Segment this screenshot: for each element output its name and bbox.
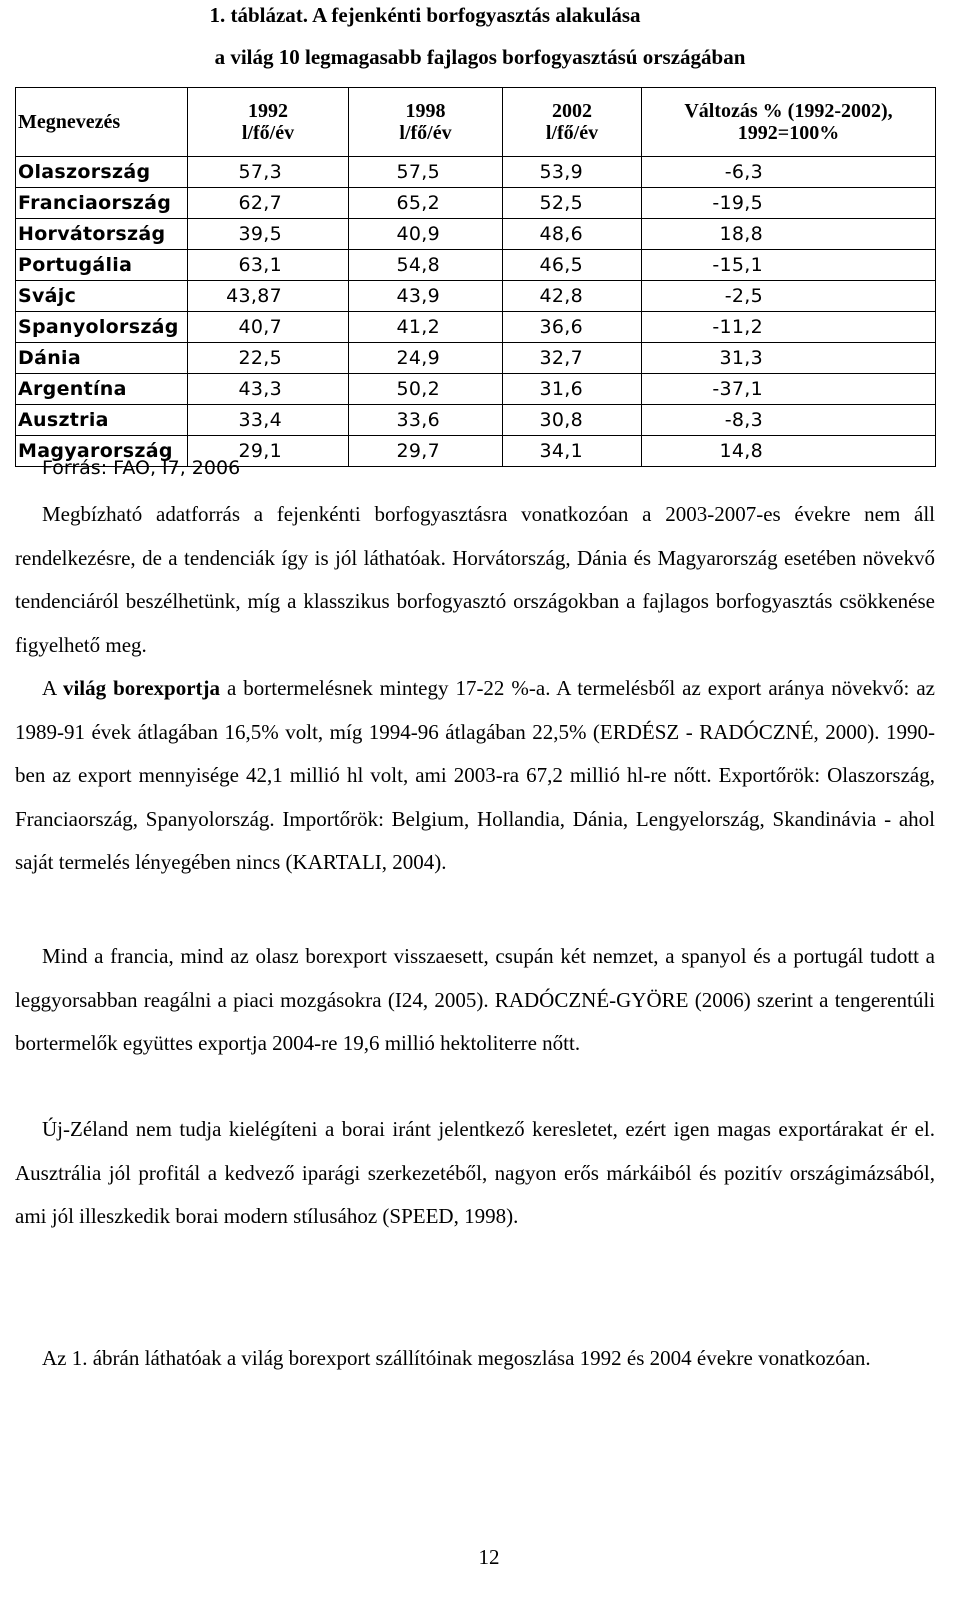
country-cell: Ausztria [16, 405, 188, 436]
country-cell: Olaszország [16, 157, 188, 188]
paragraph-block-3 [15, 1108, 935, 1239]
country-cell: Svájc [16, 281, 188, 312]
value-1998-cell: 33,6 [349, 405, 503, 436]
value-1992-cell: 57,3 [188, 157, 349, 188]
change-cell: -11,2 [642, 312, 936, 343]
country-cell: Horvátország [16, 219, 188, 250]
table-row [16, 219, 936, 250]
table-row [16, 281, 936, 312]
table-row [16, 157, 936, 188]
table-caption-line-2: a világ 10 legmagasabb fajlagos borfogyasztású országában [214, 45, 746, 69]
value-1998-cell: 54,8 [349, 250, 503, 281]
change-cell: 14,8 [642, 436, 936, 467]
value-2002-cell: 34,1 [503, 436, 642, 467]
value-1998-cell: 24,9 [349, 343, 503, 374]
value-1992-cell: 40,7 [188, 312, 349, 343]
value-1992-cell: 33,4 [188, 405, 349, 436]
value-1998-cell: 65,2 [349, 188, 503, 219]
value-1992-cell: 62,7 [188, 188, 349, 219]
value-1998-cell: 50,2 [349, 374, 503, 405]
change-cell: -15,1 [642, 250, 936, 281]
value-1992-cell: 43,87 [188, 281, 349, 312]
value-2002-cell: 53,9 [503, 157, 642, 188]
paragraph-block-4 [15, 1337, 935, 1381]
value-2002-cell: 36,6 [503, 312, 642, 343]
value-2002-cell: 42,8 [503, 281, 642, 312]
header-name: Megnevezés [16, 88, 188, 157]
value-1998-cell: 41,2 [349, 312, 503, 343]
header-1998: 1998 l/fő/év [349, 88, 503, 157]
header-2002: 2002 l/fő/év [503, 88, 642, 157]
country-cell: Argentína [16, 374, 188, 405]
value-1998-cell: 40,9 [349, 219, 503, 250]
table-row [16, 312, 936, 343]
table-row [16, 250, 936, 281]
bold-term-world-export: világ borexportja [62, 676, 221, 700]
value-2002-cell: 52,5 [503, 188, 642, 219]
value-2002-cell: 46,5 [503, 250, 642, 281]
value-1992-cell: 29,1 [188, 436, 349, 467]
page-number: 12 [478, 1545, 500, 1569]
value-2002-cell: 32,7 [503, 343, 642, 374]
change-cell: 31,3 [642, 343, 936, 374]
change-cell: -8,3 [642, 405, 936, 436]
paragraph-new-zealand-australia: Új-Zéland nem tudja kielégíteni a borai iránt jelentkező keresletet, ezért igen magas exportárakat ér el. Ausztrália jól profitál a kedvező iparági szerkezetéből, nagyon erős márkáiból és pozitív országimázsából, ami jól illeszkedik borai modern stílusához (SPEED, 1998). [15, 1117, 935, 1228]
country-cell: Dánia [16, 343, 188, 374]
change-cell: -6,3 [642, 157, 936, 188]
value-2002-cell: 48,6 [503, 219, 642, 250]
country-cell: Franciaország [16, 188, 188, 219]
value-1992-cell: 43,3 [188, 374, 349, 405]
country-cell: Spanyolország [16, 312, 188, 343]
paragraph-consumption-trend: Megbízható adatforrás a fejenkénti borfogyasztásra vonatkozóan a 2003-2007-es évekre nem áll rendelkezésre, de a tendenciák így is jól láthatóak. Horvátország, Dánia és Magyarország esetében növekvő tendenciáról beszélhetünk, míg a klasszikus borfogyasztó országokban a fajlagos borfogyasztás csökkenése figyelhető meg. [15, 502, 935, 657]
country-cell: Portugália [16, 250, 188, 281]
table-row [16, 405, 936, 436]
table-source: Forrás: FAO, I7, 2006 [42, 457, 241, 479]
header-change: Változás % (1992-2002), 1992=100% [642, 88, 936, 157]
value-1998-cell: 43,9 [349, 281, 503, 312]
paragraph-figure-reference: Az 1. ábrán láthatóak a világ borexport szállítóinak megoszlása 1992 és 2004 évekre vonatkozóan. [42, 1346, 871, 1370]
paragraph-block-1 [15, 493, 935, 885]
change-cell: -37,1 [642, 374, 936, 405]
change-cell: -19,5 [642, 188, 936, 219]
value-1992-cell: 63,1 [188, 250, 349, 281]
paragraph-french-italian-export: Mind a francia, mind az olasz borexport visszaesett, csupán két nemzet, a spanyol és a portugál tudott a leggyorsabban reagálni a piaci mozgásokra (I24, 2005). RADÓCZNÉ-GYÖRE (2006) szerint a tengerentúli bortermelők együttes exportja 2004-re 19,6 millió hektoliterre nőtt. [15, 944, 935, 1055]
change-cell: -2,5 [642, 281, 936, 312]
table-caption-line-1: 1. táblázat. A fejenkénti borfogyasztás alakulása [209, 3, 641, 27]
value-2002-cell: 31,6 [503, 374, 642, 405]
paragraph-world-export: A világ borexportja a bortermelésnek mintegy 17-22 %-a. A termelésből az export aránya növekvő: az 1989-91 évek átlagában 16,5% volt, míg 1994-96 átlagában 22,5% (ERDÉSZ - RADÓCZNÉ, 2000). 1990-ben az export mennyisége 42,1 millió hl volt, ami 2003-ra 67,2 millió hl-re nőtt. Exportőrök: Olaszország, Franciaország, Spanyolország. Importőrök: Belgium, Hollandia, Dánia, Lengyelország, Skandinávia - ahol saját termelés lényegében nincs (KARTALI, 2004). [15, 676, 935, 874]
value-1992-cell: 39,5 [188, 219, 349, 250]
paragraph-block-2 [15, 935, 935, 1066]
header-1992: 1992 l/fő/év [188, 88, 349, 157]
table-header-row [16, 88, 936, 157]
wine-consumption-table [15, 87, 936, 467]
change-cell: 18,8 [642, 219, 936, 250]
value-2002-cell: 30,8 [503, 405, 642, 436]
table-row [16, 343, 936, 374]
value-1998-cell: 57,5 [349, 157, 503, 188]
country-cell: Magyarország [16, 436, 188, 467]
value-1992-cell: 22,5 [188, 343, 349, 374]
value-1998-cell: 29,7 [349, 436, 503, 467]
table-row [16, 188, 936, 219]
table-row [16, 374, 936, 405]
